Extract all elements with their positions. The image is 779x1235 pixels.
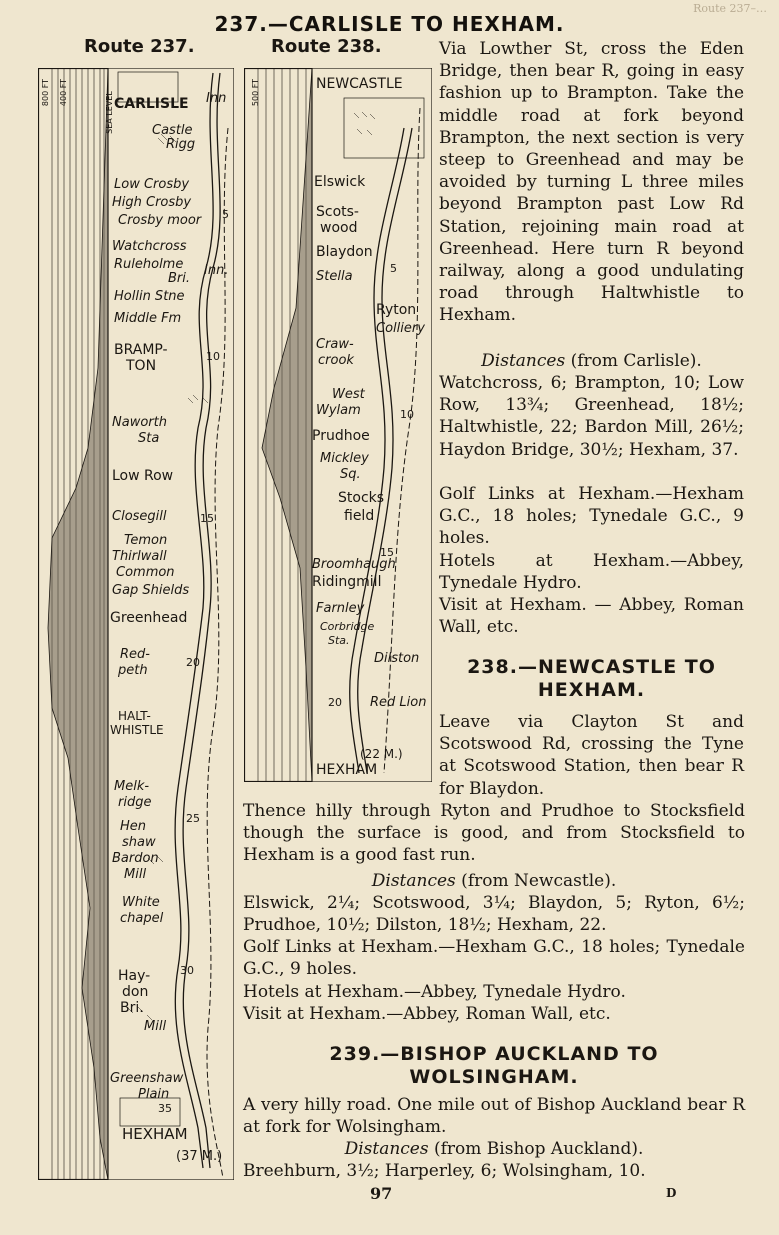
map238-mile-5: 5 — [390, 262, 397, 275]
map238-label-red-lion: Red Lion — [370, 695, 427, 710]
distances-from-237: (from Carlisle). — [565, 351, 702, 371]
distances-from-239: (from Bishop Auckland). — [428, 1139, 644, 1159]
map237-label-low-row: Low Row — [112, 468, 174, 484]
map238-label-corbridge: Corbridge — [320, 620, 375, 633]
map237-label-melkridge-2: ridge — [118, 795, 152, 810]
map237-label-common: Common — [116, 565, 175, 580]
route-238-title-line2: HEXHAM. — [537, 679, 646, 701]
map238-label-corbridge-sta: Sta. — [328, 634, 350, 647]
map238-label-22m: (22 M.) — [360, 747, 403, 761]
route-239-distances: Breehburn, 3½; Harperley, 6; Wolsingham, 10. — [243, 1161, 646, 1181]
map237-label-inn: Inn — [206, 91, 227, 106]
scale-400ft-top: 400 FT — [59, 78, 69, 107]
map238-label-broomhaugh: Broomhaugh — [312, 557, 396, 572]
route-237-distances-heading — [439, 350, 744, 372]
map237-label-haltwhistle-1: HALT- — [118, 709, 151, 723]
map237-label-greenhead: Greenhead — [110, 610, 188, 626]
map237-label-henshaw-1: Hen — [120, 819, 147, 834]
map238-mile-15: 15 — [380, 546, 394, 559]
map238-label-scotswood-1: Scots- — [316, 204, 359, 220]
map238-label-stocksfield-1: Stocks — [338, 490, 385, 506]
map238-label-colliery: Colliery — [376, 321, 425, 336]
distances-from-238: (from Newcastle). — [455, 871, 617, 891]
map237-label-closegill: Closegill — [112, 509, 167, 524]
route-237-label: Route 237. — [84, 36, 195, 57]
map238-label-stocksfield-2: field — [344, 508, 375, 524]
map238-label-elswick: Elswick — [314, 174, 366, 190]
route-238-distances: Elswick, 2¼; Scotswood, 3¼; Blaydon, 5; Ryton, 6½; Prudhoe, 10½; Dilston, 18½; Hexham, 22. — [243, 893, 745, 936]
map238-label-stella: Stella — [316, 269, 353, 284]
map238-label-crawcrook-1: Craw- — [316, 337, 354, 352]
map237-label-redpeth-2: peth — [118, 663, 148, 678]
map237-label-haydon-1: Hay- — [118, 968, 151, 984]
page-number: 97 — [370, 1184, 393, 1203]
map237-label-castle: Castle — [152, 123, 193, 138]
map237-mile-30: 30 — [180, 964, 194, 977]
route-238-golf: Golf Links at Hexham.—Hexham G.C., 18 holes; Tynedale G.C., 9 holes. — [243, 937, 745, 980]
map237-label-gap-shields: Gap Shields — [112, 583, 190, 598]
map237-mile-10: 10 — [206, 350, 220, 363]
distances-label-238: Distances — [371, 871, 456, 891]
map237-mile-25: 25 — [186, 812, 200, 825]
map238-label-west: West — [332, 387, 365, 402]
route-239-distances-heading — [243, 1138, 745, 1160]
route-237-visit: Visit at Hexham. — Abbey, Roman Wall, etc. — [439, 595, 744, 638]
map237-label-low-crosby: Low Crosby — [114, 177, 190, 192]
route-237-golf: Golf Links at Hexham.—Hexham G.C., 18 holes; Tynedale G.C., 9 holes. — [439, 484, 744, 549]
map238-label-crawcrook-2: crook — [318, 353, 354, 368]
route-238-hotels: Hotels at Hexham.—Abbey, Tynedale Hydro. — [243, 982, 626, 1002]
map237-mile-5: 5 — [222, 208, 229, 221]
map237-label-haydon-2: don — [122, 984, 149, 1000]
distances-label-237: Distances — [481, 351, 566, 371]
map237-label-brampton-2: TON — [126, 358, 157, 374]
map238-label-hexham: HEXHAM — [316, 762, 378, 778]
map238-mile-10: 10 — [400, 408, 414, 421]
map238-label-mickley-sq: Sq. — [340, 467, 361, 482]
route-237-strip-map — [38, 68, 234, 1180]
route-238-strip-map — [244, 68, 432, 782]
map237-label-high-crosby: High Crosby — [112, 195, 192, 210]
route-238-visit: Visit at Hexham.—Abbey, Roman Wall, etc. — [243, 1004, 611, 1024]
map237-label-naworth: Naworth — [112, 415, 167, 430]
map237-label-henshaw-2: shaw — [122, 835, 156, 850]
map237-label-ruleholme: Ruleholme — [114, 257, 184, 272]
scale-sea-level-top: SEA LEVEL — [104, 91, 114, 134]
map237-label-crosby-moor: Crosby moor — [118, 213, 202, 228]
map238-label-blaydon: Blaydon — [316, 244, 373, 260]
map237-label-greenshaw: Greenshaw — [110, 1071, 184, 1086]
scale-800ft-top: 800 FT — [41, 78, 51, 107]
map238-label-wylam: Wylam — [316, 403, 361, 418]
map237-label-37m: (37 M.) — [176, 1149, 223, 1164]
map237-label-brampton-1: BRAMP- — [114, 342, 168, 358]
route-238-title-line1: 238.—NEWCASTLE TO — [467, 656, 716, 678]
distances-label-239: Distances — [344, 1139, 429, 1159]
signature-mark: D — [666, 1186, 677, 1200]
scale-500ft: 500 FT — [251, 78, 261, 107]
route-239-title-line2: WOLSINGHAM. — [409, 1066, 579, 1088]
map237-label-mill: Mill — [144, 1019, 167, 1034]
map237-label-haltwhistle-2: WHISTLE — [110, 723, 164, 737]
route-238-distances-heading — [243, 870, 745, 892]
map237-label-carlisle: CARLISLE — [114, 96, 189, 112]
map238-mile-20: 20 — [328, 696, 342, 709]
map238-label-dilston: Dilston — [374, 651, 420, 666]
map237-label-bri: Bri. — [168, 271, 191, 286]
map237-label-thirlwall: Thirlwall — [112, 549, 167, 564]
map238-label-prudhoe: Prudhoe — [312, 428, 370, 444]
map237-mile-20: 20 — [186, 656, 200, 669]
route-237-title: 237.—CARLISLE TO HEXHAM. — [214, 12, 565, 36]
map237-label-middle-fm: Middle Fm — [114, 311, 182, 326]
map238-label-farnley: Farnley — [316, 601, 365, 616]
map237-label-inn-2: Inn. — [204, 263, 229, 278]
map237-label-whitechapel-1: White — [122, 895, 160, 910]
route-238-directions-wide: Thence hilly through Ryton and Prudhoe to Stocksfield though the surface is good, and from Stocksfield to Hexham is a good fast run. — [243, 801, 745, 866]
map238-label-ridingmill: Ridingmill — [312, 574, 382, 590]
route-239-directions: A very hilly road. One mile out of Bishop Auckland bear R at fork for Wolsingham. — [243, 1095, 745, 1138]
map238-label-newcastle: NEWCASTLE — [316, 76, 403, 92]
route-239-title-line1: 239.—BISHOP AUCKLAND TO — [329, 1043, 659, 1065]
map237-label-plain: Plain — [138, 1087, 170, 1102]
map238-label-mickley: Mickley — [320, 451, 369, 466]
route-238-directions-narrow: Leave via Clayton St and Scotswood Rd, crossing the Tyne at Scotswood Station, then bear R for Blaydon. — [439, 712, 744, 799]
map238-label-ryton: Ryton — [376, 302, 417, 318]
map237-label-haydon-bri: Bri. — [120, 1000, 144, 1016]
map237-label-rigg: Rigg — [166, 137, 196, 152]
map237-label-whitechapel-2: chapel — [120, 911, 164, 926]
map237-label-watchcross: Watchcross — [112, 239, 187, 254]
map237-mile-35: 35 — [158, 1102, 172, 1115]
route-237-hotels: Hotels at Hexham.—Abbey, Tynedale Hydro. — [439, 551, 744, 594]
map237-label-naworth-sta: Sta — [138, 431, 160, 446]
running-head: Route 237–… — [693, 2, 767, 15]
map237-label-redpeth-1: Red- — [120, 647, 150, 662]
map237-label-temon: Temon — [124, 533, 168, 548]
map237-label-bardon-1: Bardon — [112, 851, 159, 866]
route-237-distances: Watchcross, 6; Brampton, 10; Low Row, 13¾; Greenhead, 18½; Haltwhistle, 22; Bardon Mill, 26½; Haydon Bridge, 30½; Hexham, 37. — [439, 373, 744, 460]
map238-label-scotswood-2: wood — [320, 220, 358, 236]
route-237-directions: Via Lowther St, cross the Eden Bridge, then bear R, going in easy fashion up to Brampton. Take the middle road at fork beyond Brampton, the next section is very steep to Greenhead and may be avoided by turning L three miles beyond Brampton past Low Rd Station, rejoining main road at Greenhead. Here turn R beyond railway, along a good undulating road through Haltwhistle to Hexham. — [439, 39, 744, 326]
map237-label-bardon-2: Mill — [124, 867, 147, 882]
map237-label-hexham: HEXHAM — [122, 1125, 188, 1143]
map237-label-hollin-stne: Hollin Stne — [114, 289, 185, 304]
route-238-label: Route 238. — [271, 36, 382, 57]
map237-label-melkridge-1: Melk- — [114, 779, 150, 794]
map237-mile-15: 15 — [200, 512, 214, 525]
